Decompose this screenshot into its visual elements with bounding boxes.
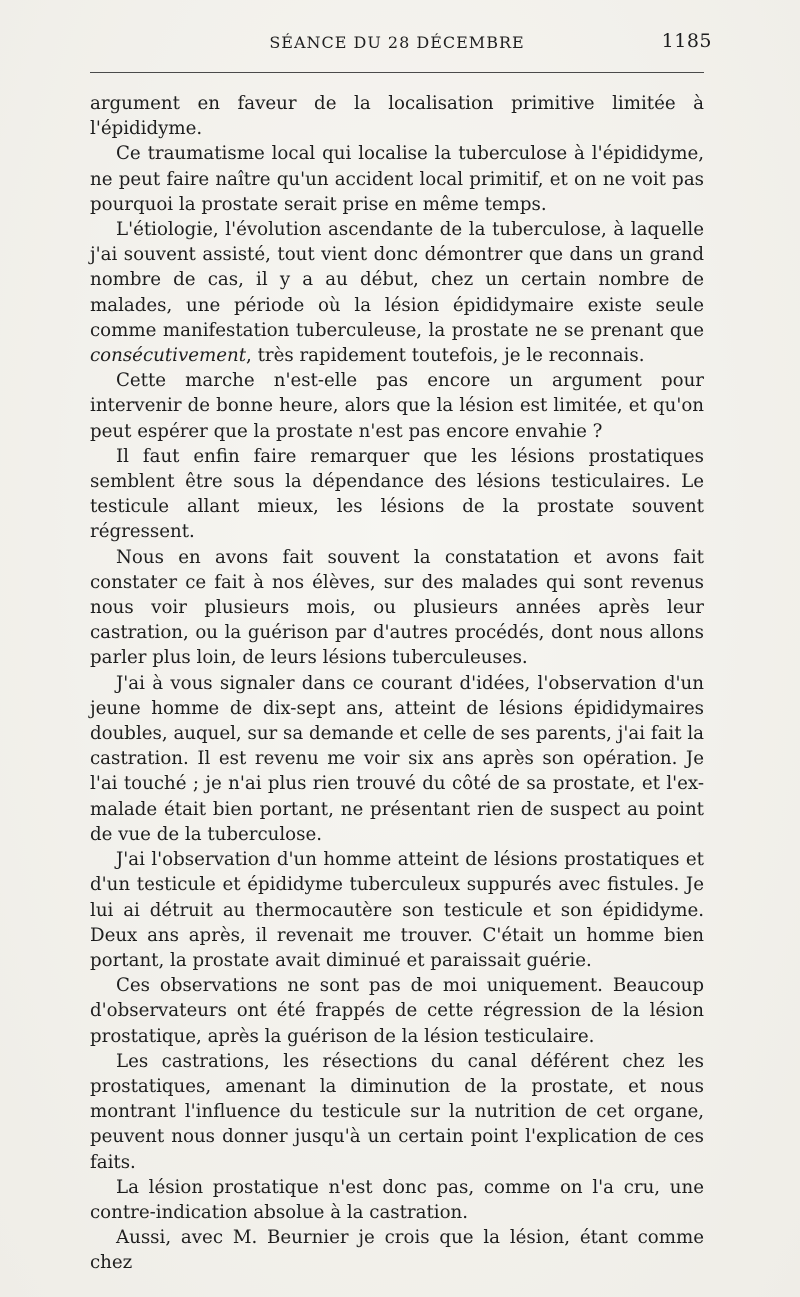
paragraph-text-start: L'étiologie, l'évolution ascendante de la tuberculose, à laquelle j'ai souvent assisté, tout vient donc démontrer que dans un grand nombre de cas, il y a au début, chez un certain nombre de malades, une période où la lésion épididymaire existe seule comme manifestation tuberculeuse, la prostate ne se prenant que [90, 219, 704, 341]
paragraph: J'ai à vous signaler dans ce courant d'idées, l'observation d'un jeune homme de dix-sept ans, atteint de lésions épididymaires doubles, auquel, sur sa demande et celle de ses parents, j'ai fait la castration. Il est revenu me voir six ans après son opération. Je l'ai touché ; je n'ai plus rien trouvé du côté de sa prostate, et l'ex-malade était bien portant, ne présentant rien de suspect au point de vue de la tuberculose. [90, 672, 704, 845]
paragraph: Ce traumatisme local qui localise la tuberculose à l'épididyme, ne peut faire naître qu'un accident local primitif, et on ne voit pas pourquoi la prostate serait prise en même temps. [90, 143, 704, 215]
paragraph-with-italic [90, 217, 704, 368]
header-rule [90, 72, 704, 73]
paragraph-continuation: argument en faveur de la localisation primitive limitée à l'épididyme. [90, 93, 704, 140]
paragraph: Cette marche n'est-elle pas encore un argument pour intervenir de bonne heure, alors que la lésion est limitée, et qu'on peut espérer que la prostate n'est pas encore envahie ? [90, 370, 704, 442]
body-text [90, 91, 704, 1276]
italic-word: consécutivement [90, 345, 247, 367]
paragraph: Les castrations, les résections du canal déférent chez les prostatiques, amenant la diminution de la prostate, et nous montrant l'influence du testicule sur la nutrition de cet organe, peuvent nous donner jusqu'à un certain point l'explication de ces faits. [90, 1050, 704, 1173]
page-number: 1185 [661, 30, 712, 52]
paragraph: J'ai l'observation d'un homme atteint de lésions prostatiques et d'un testicule et épididyme tuberculeux suppurés avec fistules. Je lui ai détruit au thermocautère son testicule et son épididyme. Deux ans après, il revenait me trouver. C'était un homme bien portant, la prostate avait diminué et paraissait guérie. [90, 849, 704, 971]
running-header [90, 30, 712, 60]
paragraph: Nous en avons fait souvent la constatation et avons fait constater ce fait à nos élèves, sur des malades qui sont revenus nous voir plusieurs mois, ou plusieurs années après leur castration, ou la guérison par d'autres procédés, dont nous allons parler plus loin, de leurs lésions tuberculeuses. [90, 546, 704, 669]
paragraph-truncated: Aussi, avec M. Beurnier je crois que la lésion, étant comme chez [90, 1227, 704, 1274]
paragraph-text-end: , très rapidement toutefois, je le reconnais. [246, 345, 645, 367]
header-title: SÉANCE DU 28 DÉCEMBRE [269, 33, 525, 52]
paragraph: Ces observations ne sont pas de moi uniquement. Beaucoup d'observateurs ont été frappés de cette régression de la lésion prostatique, après la guérison de la lésion testiculaire. [90, 975, 704, 1047]
paragraph: Il faut enfin faire remarquer que les lésions prostatiques semblent être sous la dépendance des lésions testiculaires. Le testicule allant mieux, les lésions de la prostate souvent régressent. [90, 445, 704, 543]
paragraph: La lésion prostatique n'est donc pas, comme on l'a cru, une contre-indication absolue à la castration. [90, 1176, 704, 1223]
